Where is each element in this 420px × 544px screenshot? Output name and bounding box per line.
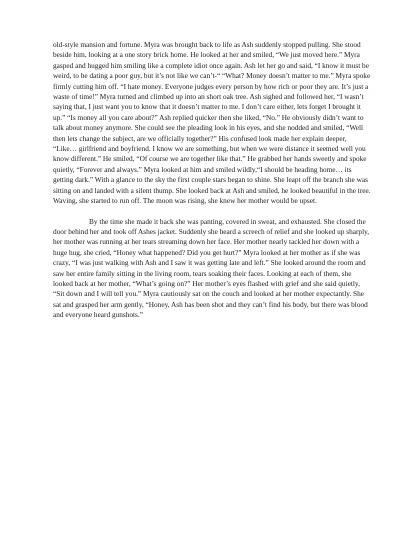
paragraph: old-style mansion and fortune. Myra was brought back to life as Ash suddenly stopped pulling. She stood beside him, looking at a one story brick home. He looked at her and smiled, “We just moved here.” Myra gasped and hugged him smiling like a complete idiot once again. Ash let her go and said, “I know it must be weird, to be dating a poor guy, but it’s not like we can’t-“ “What? Money doesn’t matter to me.” Myra spoke firmly cutting him off. “I hate money. Everyone judges every person by how rich or poor they are. It’s just a waste of time!” Myra turned and climbed up into an short oak tree. Ash sighed and followed her, “I wasn’t saying that, I just want you to know that it doesn’t matter to me. I don’t care either, lets forget I brought it up.” “Is money all you care about?” Ash replied quicker then she liked, “No.” He obviously didn’t want to talk about money anymore. She could see the pleading look in his eyes, and she nodded and smiled, “Well then lets change the subject, are we officially together?” His confused look made her explain deeper, “Like… girlfriend and boyfriend. I know we are something, but when we were distance it seemed well you know different.” He smiled, “Of course we are together like that.” He grabbed her hands sweetly and spoke quietly, “Forever and always.” Myra looked at him and smiled wildly,“I should be heading home… its getting dark.” With a glance to the sky the first couple stars began to shine. She leapt off the branch she was sitting on and landed with a silent thump. She looked back at Ash and smiled, he looked beautiful in the tree. Waving, she started to run off. The moon was rising, she knew her mother would be upset. <box>53 40 371 206</box>
paragraph: By the time she made it back she was panting, covered in sweat, and exhausted. She closed the door behind her and took off Ashes jacket. Suddenly she heard a screech of relief and she looked up sharply, her mother was running at her tears streaming down her face. Her mother nearly tackled her down with a huge hug, she cried, “Honey what happened? Did you get hurt?” Myra looked at her mother as if she was crazy, “I was just walking with Ash and I saw it was getting late and left.” She looked around the room and saw her entire family sitting in the living room, tears soaking their faces. Looking at each of them, she looked back at her mother, “What’s going on?” Her mother’s eyes flashed with grief and she said quietly, “Sit down and I will tell you.” Myra cautiously sat on the couch and looked at her mother expectantly. She sat and grasped her arm gently, “Honey, Ash has been shot and they can’t find his body, but there was blood and everyone heard gunshots.” <box>53 216 370 320</box>
story-text <box>53 40 371 321</box>
